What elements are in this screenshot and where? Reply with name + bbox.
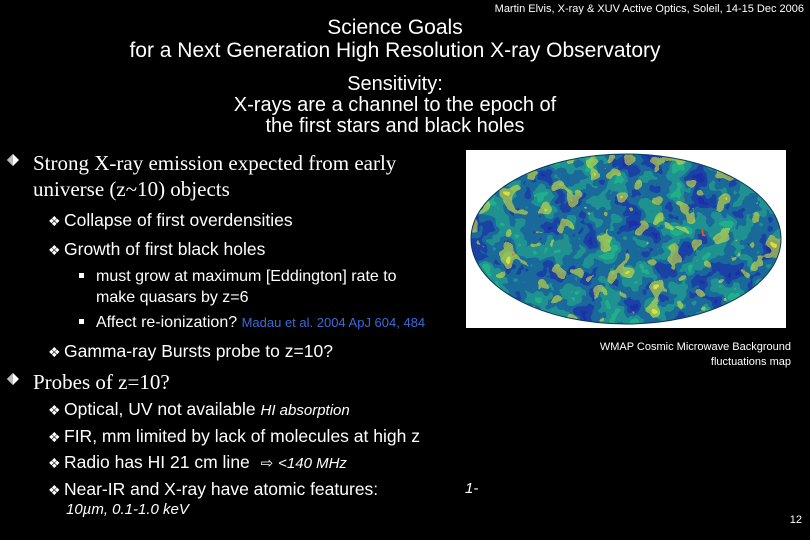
v-check-icon: ❖ xyxy=(48,344,61,360)
sub-bullet-fir: ❖ FIR, mm limited by lack of molecules at high z xyxy=(48,426,420,446)
page-number: 12 xyxy=(789,514,802,526)
sub-bullet-growth: ❖ Growth of first black holes xyxy=(48,239,266,259)
image-caption: WMAP Cosmic Microwave Background fluctuations map xyxy=(599,341,791,368)
v-check-icon: ❖ xyxy=(48,242,61,258)
subsub-bullet-eddington: must grow at maximum [Eddington] rate to make quasars by z=6 xyxy=(96,266,397,308)
bullet-1-line-1: Strong X-ray emission expected from early xyxy=(33,151,397,175)
v-check-icon: ❖ xyxy=(48,482,61,498)
v-check-icon: ❖ xyxy=(48,455,61,471)
subtitle-line-1: Sensitivity: xyxy=(347,73,443,95)
sub-bullet-optical: ❖ Optical, UV not available HI absorption xyxy=(48,399,350,419)
subtitle-line-3: the first stars and black holes xyxy=(265,115,525,137)
citation: Madau et al. 2004 ApJ 604, 484 xyxy=(241,315,426,330)
wmap-cmb-map-image xyxy=(466,150,786,328)
slide-subtitle xyxy=(0,74,790,137)
diamond-bullet-icon xyxy=(0,369,20,395)
bullet-1-line-2: universe (z~10) objects xyxy=(33,177,230,201)
bullet-1 xyxy=(33,150,473,202)
sub-bullet-grb: ❖ Gamma-ray Bursts probe to z=10? xyxy=(48,341,333,361)
v-check-icon: ❖ xyxy=(48,213,61,229)
square-bullet-icon xyxy=(79,273,84,278)
sub-bullet-radio: ❖ Radio has HI 21 cm line ⇨ <140 MHz xyxy=(48,452,347,472)
sub-bullet-collapse: ❖ Collapse of first overdensities xyxy=(48,210,293,230)
square-bullet-icon xyxy=(79,319,84,324)
v-check-icon: ❖ xyxy=(48,429,61,445)
v-check-icon: ❖ xyxy=(48,402,61,418)
arrow-right-icon: ⇨ xyxy=(260,455,274,472)
sub-bullet-nir: ❖ Near-IR and X-ray have atomic features: xyxy=(48,479,379,499)
slide-header: Martin Elvis, X-ray & XUV Active Optics, Soleil, 14-15 Dec 2006 xyxy=(494,3,804,15)
diamond-bullet-icon xyxy=(0,150,20,176)
nir-note-part-b: 10µm, 0.1-1.0 keV xyxy=(66,501,189,518)
title-line-1: Science Goals xyxy=(327,16,463,39)
slide-title xyxy=(0,16,790,62)
subtitle-line-2: X-rays are a channel to the epoch of xyxy=(233,94,557,116)
nir-note-part-a: 1- xyxy=(465,480,479,497)
title-line-2: for a Next Generation High Resolution X-ray Observatory xyxy=(129,39,661,62)
subsub-bullet-reionization: Affect re-ionization? Madau et al. 2004 ApJ 604, 484 xyxy=(96,312,425,333)
bullet-2: Probes of z=10? xyxy=(33,370,170,394)
